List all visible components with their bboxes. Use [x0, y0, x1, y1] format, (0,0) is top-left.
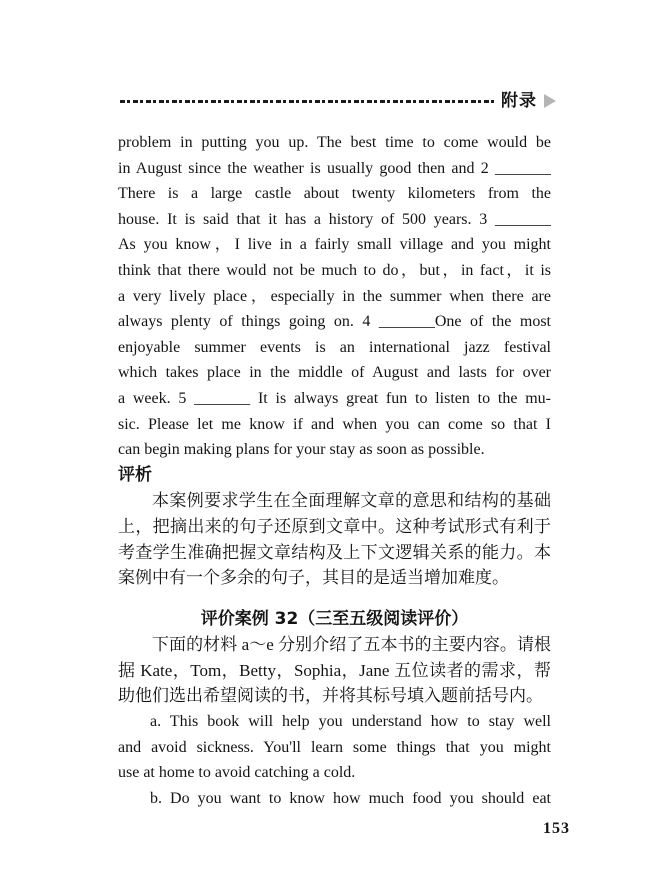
- running-header: [120, 90, 556, 112]
- passage-line: always plenty of things going on. 4 _______One of the most: [118, 313, 551, 331]
- item-b-line: b. Do you want to know how much food you should eat: [150, 789, 551, 807]
- passage-line: a very lively place，especially in the summer when there are: [118, 287, 551, 305]
- case-intro-line: 助他们选出希望阅读的书，并将其标号填入题前括号内。: [118, 686, 543, 706]
- passage-line: As you know，I live in a fairly small village and you might: [118, 236, 551, 254]
- page-content: [118, 130, 551, 811]
- case-intro-line: 下面的材料 a～e 分别介绍了五本书的主要内容。请根: [152, 635, 551, 655]
- passage-line: a week. 5 _______ It is always great fun to listen to the mu-: [118, 389, 551, 407]
- passage-line: enjoyable summer events is an international jazz festival: [118, 338, 551, 356]
- page-number: 153: [543, 820, 570, 837]
- analysis-heading: 评析: [118, 464, 152, 485]
- case-heading: 评价案例 32（三至五级阅读评价）: [200, 608, 469, 629]
- right-triangle-icon: [544, 94, 556, 108]
- item-a-line: a. This book will help you understand how to stay well: [150, 713, 551, 731]
- appendix-label: 附录: [501, 91, 537, 111]
- analysis-line: 上，把摘出来的句子还原到文章中。这种考试形式有利于: [118, 516, 551, 536]
- passage-line: think that there would not be much to do，but，in fact，it is: [118, 261, 551, 279]
- passage-line: There is a large castle about twenty kilometers from the: [118, 185, 551, 203]
- case-intro-line: 据 Kate，Tom，Betty，Sophia，Jane 五位读者的需求，帮: [118, 660, 551, 680]
- dotted-rule: [120, 100, 494, 103]
- passage-line: house. It is said that it has a history of 500 years. 3 _______: [118, 210, 551, 228]
- passage-line: can begin making plans for your stay as soon as possible.: [118, 441, 485, 459]
- passage-line: problem in putting you up. The best time to come would be: [118, 134, 551, 151]
- item-a-line: use at home to avoid catching a cold.: [118, 764, 356, 782]
- analysis-line: 案例中有一个多余的句子，其目的是适当增加难度。: [118, 568, 509, 588]
- passage-line: which takes place in the middle of August and lasts for over: [118, 364, 551, 382]
- analysis-line: 考查学生准确把握文章结构及上下文逻辑关系的能力。本: [118, 542, 551, 562]
- passage-line: in August since the weather is usually good then and 2 _______: [118, 159, 551, 177]
- analysis-line: 本案例要求学生在全面理解文章的意思和结构的基础: [152, 491, 551, 511]
- passage-line: sic. Please let me know if and when you can come so that I: [118, 415, 551, 433]
- item-a-line: and avoid sickness. You'll learn some things that you might: [118, 738, 551, 756]
